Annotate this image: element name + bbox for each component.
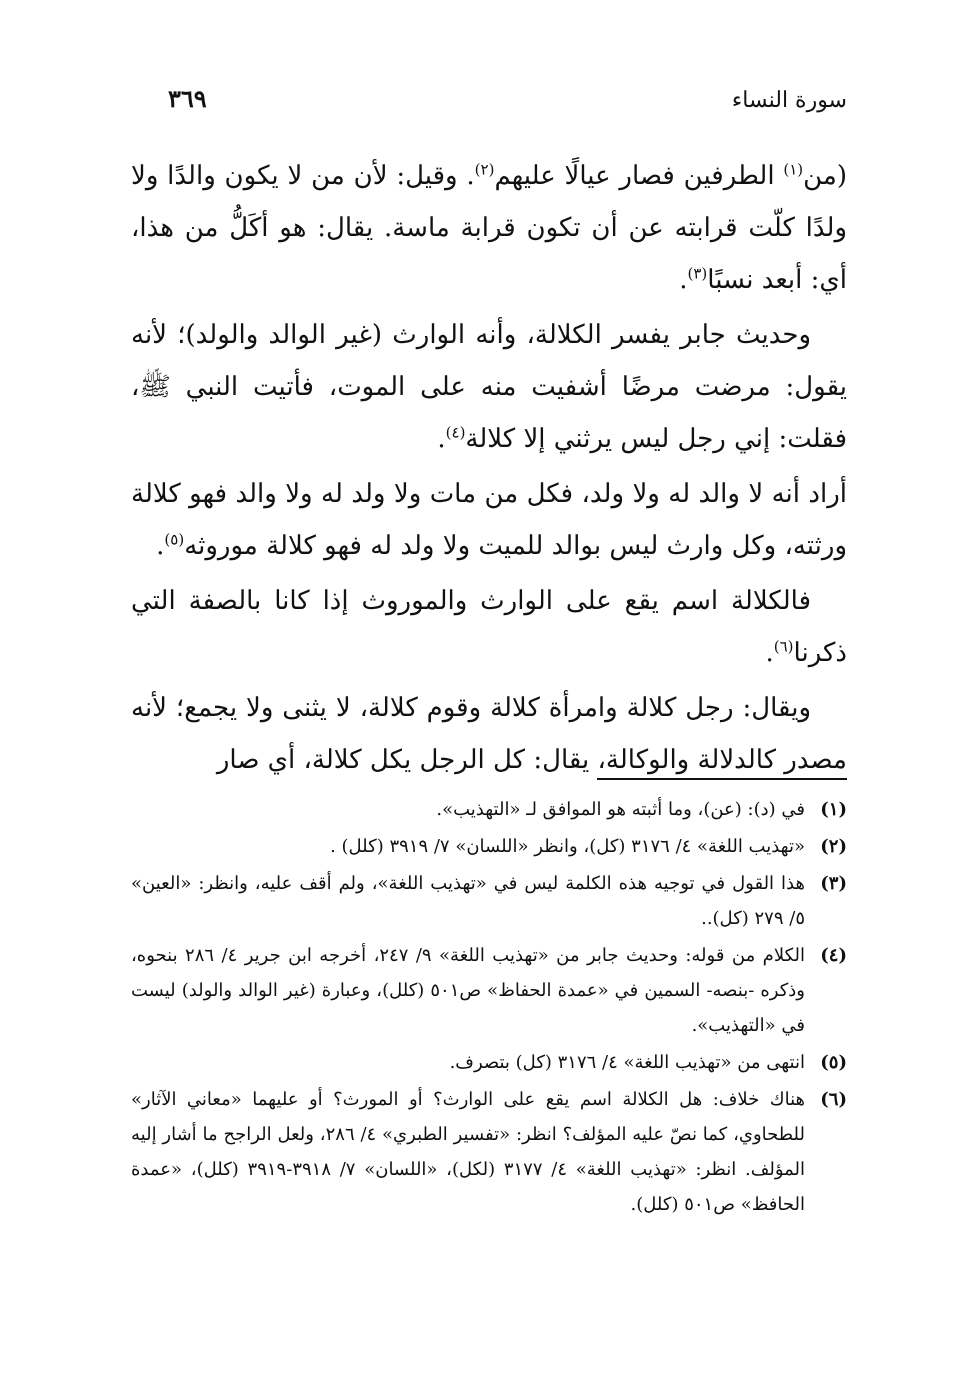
footnote-ref-5[interactable]: (٥) — [164, 530, 185, 549]
footnote-2 — [131, 829, 847, 864]
footnote-text: هناك خلاف: هل الكلالة اسم يقع على الوارث؟ أو المورث؟ أو عليهما «معاني الآثار» للطحاوي، كما نصّ عليه المؤلف؟ انظر: «تفسير الطبري» ٤/ ٢٨٦، ولعل الراجح ما أشار إليه المؤلف. انظر: «تهذيب اللغة» ٤/ ٣١٧٧ (لكل)، «اللسان» ٧/ ٣٩١٨-٣٩١٩ (كلل)، «عمدة الحافظ» ص٥٠١ (كلل). — [131, 1089, 806, 1215]
footnote-4 — [131, 938, 847, 1043]
footnote-number: (٣) — [820, 873, 847, 894]
footnote-text: هذا القول في توجيه هذه الكلمة ليس في «تهذيب اللغة»، ولم أقف عليه، وانظر: «العين» ٥/ ٢٧٩ (كل).. — [131, 873, 805, 929]
text-run: أراد أنه لا والد له ولا ولد، فكل من مات ولا ولد له ولا والد فهو كلالة ورثته، وكل وارث ليس بوالد للميت ولا ولد له فهو كلالة موروثه — [131, 479, 847, 561]
text-run: الطرفين فصار عيالًا عليهم — [494, 161, 784, 191]
footnote-number: (٦) — [820, 1089, 847, 1110]
footnote-6 — [131, 1082, 847, 1222]
text-run: (من — [803, 161, 847, 191]
footnote-text: الكلام من قوله: وحديث جابر من «تهذيب اللغة» ٩/ ٢٤٧، أخرجه ابن جرير ٤/ ٢٨٦ بنحوه، وذكره -بنصه- السمين في «عمدة الحفاظ» ص٥٠١ (كلل)، وعبارة (غير الوالد والولد) ليست في «التهذيب». — [131, 945, 805, 1036]
main-text — [131, 150, 847, 789]
footnote-text: في (د): (عن)، وما أثبته هو الموافق لـ «التهذيب». — [436, 799, 805, 820]
footnote-number: (١) — [820, 799, 847, 820]
footnote-number: (٤) — [820, 945, 847, 966]
footnote-1 — [131, 792, 847, 827]
footnote-ref-6[interactable]: (٦) — [773, 637, 794, 656]
text-run: . — [437, 424, 446, 454]
footnote-ref-2[interactable]: (٢) — [474, 160, 495, 179]
footnote-ref-4[interactable]: (٤) — [445, 423, 466, 442]
text-run: وحديث جابر يفسر الكلالة، وأنه الوارث (غير الوالد والولد)؛ لأنه يقول: مرضت مرضًا أشفيت منه على الموت، فأتيت النبي ﷺ، فقلت: إني رجل ليس يرثني إلا كلالة — [131, 320, 847, 454]
text-run: . — [156, 531, 165, 561]
footnote-number: (٢) — [820, 836, 847, 857]
footnote-ref-3[interactable]: (٣) — [687, 264, 708, 283]
footnote-text: انتهى من «تهذيب اللغة» ٤/ ٣١٧٦ (كل) بتصرف. — [449, 1052, 805, 1073]
footnote-separator — [597, 778, 847, 780]
footnote-ref-1[interactable]: (١) — [783, 160, 804, 179]
text-run: . وقيل: لأن من لا يكون والدًا ولا ولدًا كلّت قرابته عن أن تكون قرابة ماسة. يقال: هو أكَلُّ من هذا، أي: أبعد نسبًا — [131, 161, 847, 295]
paragraph-4 — [131, 575, 847, 679]
footnotes — [131, 792, 847, 1224]
page-number: ٣٦٩ — [168, 84, 207, 113]
paragraph-2 — [131, 309, 847, 465]
footnote-number: (٥) — [820, 1052, 847, 1073]
text-run: فالكلالة اسم يقع على الوارث والموروث إذا كانا بالصفة التي ذكرنا — [131, 586, 847, 668]
footnote-5 — [131, 1045, 847, 1080]
footnote-3 — [131, 866, 847, 936]
running-header-surah: سورة النساء — [731, 88, 847, 113]
paragraph-3 — [131, 468, 847, 572]
paragraph-1 — [131, 150, 847, 306]
text-run: . — [765, 638, 774, 668]
footnote-text: «تهذيب اللغة» ٤/ ٣١٧٦ (كل)، وانظر «اللسان» ٧/ ٣٩١٩ (كلل) . — [330, 836, 805, 857]
text-run: . — [679, 265, 688, 295]
paragraph-5: ويقال: رجل كلالة وامرأة كلالة وقوم كلالة، لا يثنى ولا يجمع؛ لأنه مصدر كالدلالة والوكالة، يقال: كل الرجل يكل كلالة، أي صار — [131, 693, 847, 775]
